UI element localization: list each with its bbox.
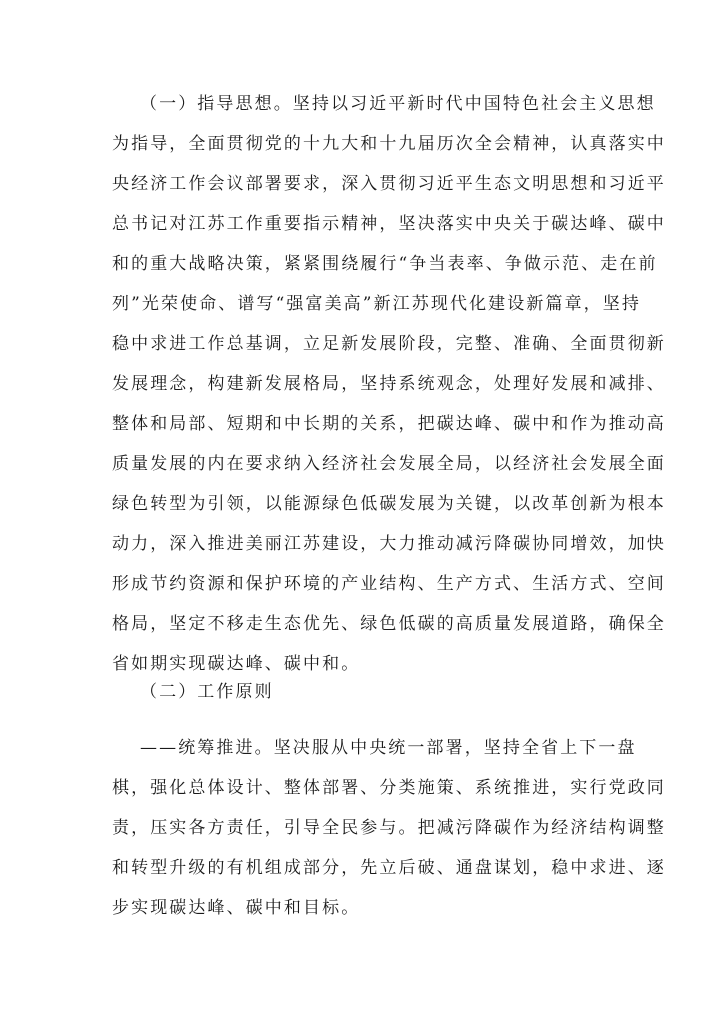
guiding-ideology-line-1: （一）指导思想。坚持以习近平新时代中国特色社会主义思想	[140, 94, 656, 114]
guiding-ideology-line-15: 省如期实现碳达峰、碳中和。	[112, 654, 361, 674]
principle-paragraph-line-1: ——统筹推进。坚决服从中央统一部署，坚持全省上下一盘	[140, 738, 637, 758]
principle-paragraph-line-5: 步实现碳达峰、碳中和目标。	[112, 898, 361, 918]
guiding-ideology-line-14: 格局，坚定不移走生态优先、绿色低碳的高质量发展道路，确保全	[112, 614, 666, 634]
guiding-ideology-line-2: 为指导，全面贯彻党的十九大和十九届历次全会精神，认真落实中	[112, 134, 666, 154]
guiding-ideology-line-5: 和的重大战略决策，紧紧围绕履行“争当表率、争做示范、走在前	[112, 254, 658, 274]
guiding-ideology-line-11: 绿色转型为引领，以能源绿色低碳发展为关键，以改革创新为根本	[112, 494, 666, 514]
guiding-ideology-line-4: 总书记对江苏工作重要指示精神，坚决落实中央关于碳达峰、碳中	[112, 214, 666, 234]
principle-paragraph-line-3: 责，压实各方责任，引导全民参与。把减污降碳作为经济结构调整	[112, 818, 666, 838]
guiding-ideology-line-6: 列”光荣使命、谱写“强富美高”新江苏现代化建设新篇章，坚持	[112, 294, 641, 314]
guiding-ideology-line-7: 稳中求进工作总基调，立足新发展阶段，完整、准确、全面贯彻新	[112, 334, 666, 354]
section-heading-work-principles: （二）工作原则	[140, 682, 274, 702]
guiding-ideology-line-9: 整体和局部、短期和中长期的关系，把碳达峰、碳中和作为推动高	[112, 414, 666, 434]
guiding-ideology-line-13: 形成节约资源和保护环境的产业结构、生产方式、生活方式、空间	[112, 574, 666, 594]
guiding-ideology-line-8: 发展理念，构建新发展格局，坚持系统观念，处理好发展和减排、	[112, 374, 666, 394]
principle-paragraph-line-2: 棋，强化总体设计、整体部署、分类施策、系统推进，实行党政同	[112, 778, 666, 798]
guiding-ideology-line-10: 质量发展的内在要求纳入经济社会发展全局，以经济社会发展全面	[112, 454, 666, 474]
guiding-ideology-line-3: 央经济工作会议部署要求，深入贯彻习近平生态文明思想和习近平	[112, 174, 666, 194]
guiding-ideology-line-12: 动力，深入推进美丽江苏建设，大力推动减污降碳协同增效，加快	[112, 534, 666, 554]
principle-paragraph-line-4: 和转型升级的有机组成部分，先立后破、通盘谋划，稳中求进、逐	[112, 858, 666, 878]
